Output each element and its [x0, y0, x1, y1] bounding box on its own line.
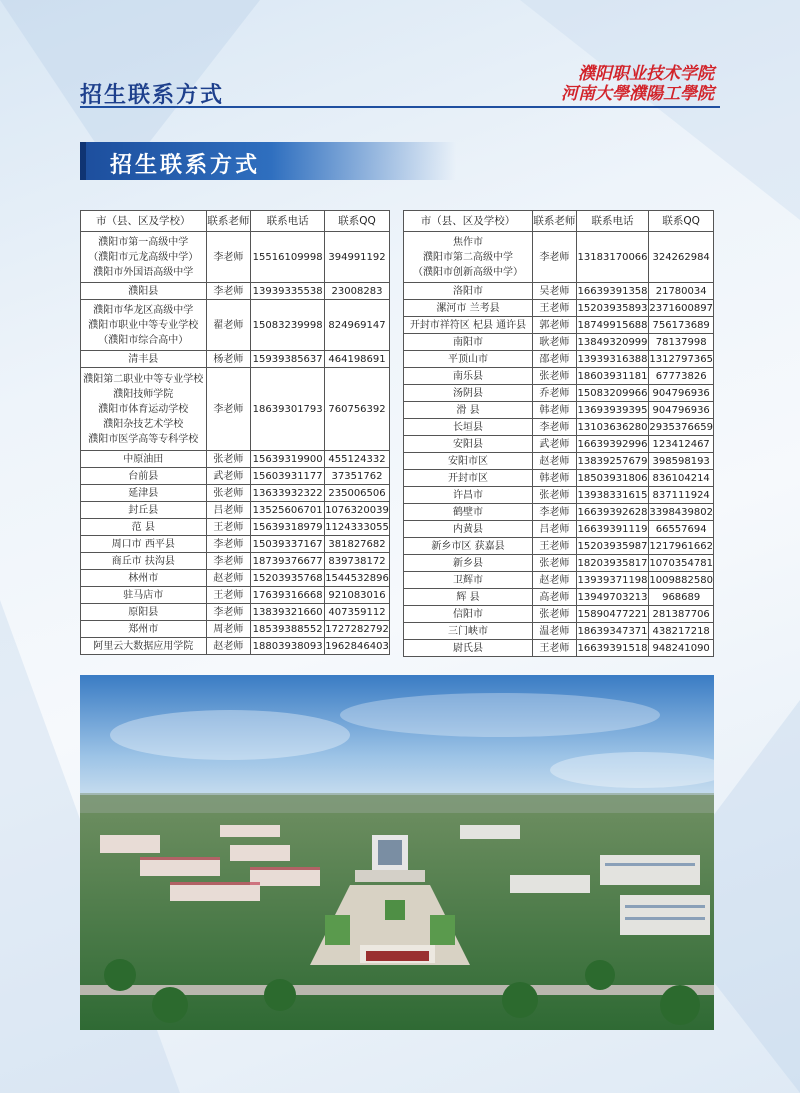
region-cell	[404, 351, 533, 368]
column-header-region: 市（县、区及学校）	[404, 211, 533, 232]
table-row	[404, 572, 714, 589]
teacher-cell: 王老师	[532, 538, 576, 555]
region-line: 范 县	[131, 521, 155, 533]
region-cell	[404, 436, 533, 453]
qq-cell: 23008283	[325, 283, 390, 300]
region-line: 汤阴县	[452, 387, 483, 399]
table-row	[404, 470, 714, 487]
school-name-1: 濮阳职业技术学院	[578, 64, 714, 84]
teacher-cell: 乔老师	[532, 385, 576, 402]
region-line: 漯河市 兰考县	[436, 302, 500, 314]
region-line: 濮阳市第二高级中学	[422, 251, 513, 263]
phone-cell: 13183170066	[576, 232, 649, 283]
teacher-cell: 郭老师	[532, 317, 576, 334]
page-title: 招生联系方式	[80, 83, 225, 108]
region-line: 鹤壁市	[452, 506, 483, 518]
phone-cell: 15890477221	[576, 606, 649, 623]
region-cell	[81, 283, 207, 300]
table-header-row	[404, 211, 714, 232]
region-line: 滑 县	[456, 404, 480, 416]
qq-cell: 464198691	[325, 351, 390, 368]
region-line: 台前县	[128, 470, 159, 482]
table-row	[404, 623, 714, 640]
table-row	[404, 334, 714, 351]
region-cell	[81, 351, 207, 368]
teacher-cell: 武老师	[206, 468, 251, 485]
region-cell	[404, 402, 533, 419]
region-line: 郑州市	[128, 623, 159, 635]
qq-cell: 756173689	[649, 317, 714, 334]
table-row	[81, 451, 390, 468]
phone-cell: 18603931181	[576, 368, 649, 385]
teacher-cell: 赵老师	[206, 638, 251, 655]
phone-cell: 15083239998	[251, 300, 325, 351]
qq-cell: 948241090	[649, 640, 714, 657]
region-line: 中原油田	[123, 453, 164, 465]
phone-cell: 13939335538	[251, 283, 325, 300]
qq-cell: 839738172	[325, 553, 390, 570]
region-line: 商丘市 扶沟县	[111, 555, 175, 567]
qq-cell: 21780034	[649, 283, 714, 300]
section-title: 招生联系方式	[110, 153, 261, 178]
region-cell	[404, 555, 533, 572]
region-line: 清丰县	[128, 353, 159, 365]
region-line: 驻马店市	[123, 589, 164, 601]
region-line: 濮阳市外国语高级中学	[93, 266, 194, 278]
table-row	[404, 504, 714, 521]
phone-cell: 16639392996	[576, 436, 649, 453]
region-cell	[404, 640, 533, 657]
region-cell	[404, 623, 533, 640]
phone-cell: 13849320999	[576, 334, 649, 351]
region-cell	[404, 419, 533, 436]
campus-aerial-photo	[80, 675, 714, 1030]
school-name-2: 河南大學濮陽工學院	[561, 84, 714, 104]
teacher-cell: 王老师	[206, 519, 251, 536]
phone-cell: 13939316388	[576, 351, 649, 368]
region-line: 三门峡市	[447, 625, 488, 637]
table-row	[81, 587, 390, 604]
region-cell	[404, 283, 533, 300]
region-line: 洛阳市	[452, 285, 483, 297]
region-cell	[81, 587, 207, 604]
teacher-cell: 李老师	[532, 419, 576, 436]
phone-cell: 13949703213	[576, 589, 649, 606]
region-cell	[81, 519, 207, 536]
table-row	[404, 368, 714, 385]
phone-cell: 15203935987	[576, 538, 649, 555]
qq-cell: 1070354781	[649, 555, 714, 572]
region-line: 许昌市	[452, 489, 483, 501]
region-line: 内黄县	[452, 523, 483, 535]
region-line: 辉 县	[456, 591, 480, 603]
qq-cell: 398598193	[649, 453, 714, 470]
qq-cell: 407359112	[325, 604, 390, 621]
region-cell	[81, 451, 207, 468]
phone-cell: 18203935817	[576, 555, 649, 572]
region-line: 信阳市	[452, 608, 483, 620]
qq-cell: 1962846403	[325, 638, 390, 655]
qq-cell: 1076320039	[325, 502, 390, 519]
teacher-cell: 赵老师	[206, 570, 251, 587]
qq-cell: 324262984	[649, 232, 714, 283]
region-line: 焦作市	[452, 236, 483, 248]
qq-cell: 438217218	[649, 623, 714, 640]
teacher-cell: 吕老师	[532, 521, 576, 538]
phone-cell: 15203935893	[576, 300, 649, 317]
phone-cell: 13839321660	[251, 604, 325, 621]
column-header-qq: 联系QQ	[325, 211, 390, 232]
teacher-cell: 杨老师	[206, 351, 251, 368]
region-line: 封丘县	[128, 504, 159, 516]
region-cell	[404, 572, 533, 589]
phone-cell: 13939371198	[576, 572, 649, 589]
phone-cell: 18749915688	[576, 317, 649, 334]
teacher-cell: 邵老师	[532, 351, 576, 368]
region-cell	[404, 606, 533, 623]
region-cell	[81, 485, 207, 502]
region-line: 长垣县	[452, 421, 483, 433]
region-cell	[81, 570, 207, 587]
phone-cell: 15939385637	[251, 351, 325, 368]
qq-cell: 904796936	[649, 402, 714, 419]
qq-cell: 1217961662	[649, 538, 714, 555]
qq-cell: 66557694	[649, 521, 714, 538]
table-body-left	[81, 232, 390, 655]
qq-cell: 1124333055	[325, 519, 390, 536]
table-row	[81, 519, 390, 536]
table-row	[404, 436, 714, 453]
section-banner	[80, 142, 456, 180]
region-cell	[404, 334, 533, 351]
region-line: 新乡市区 获嘉县	[431, 540, 505, 552]
region-cell	[404, 317, 533, 334]
teacher-cell: 周老师	[206, 621, 251, 638]
table-row	[81, 300, 390, 351]
table-row	[81, 485, 390, 502]
qq-cell: 235006506	[325, 485, 390, 502]
table-body-right	[404, 232, 714, 657]
teacher-cell: 李老师	[532, 232, 576, 283]
region-line: 濮阳县	[128, 285, 159, 297]
table-row	[404, 385, 714, 402]
phone-cell: 15203935768	[251, 570, 325, 587]
region-line: 卫辉市	[452, 574, 483, 586]
region-line: 安阳县	[452, 438, 483, 450]
teacher-cell: 韩老师	[532, 402, 576, 419]
teacher-cell: 翟老师	[206, 300, 251, 351]
teacher-cell: 张老师	[532, 555, 576, 572]
region-cell	[81, 368, 207, 451]
qq-cell: 3398439802	[649, 504, 714, 521]
table-row	[81, 621, 390, 638]
region-cell	[404, 368, 533, 385]
table-row	[81, 502, 390, 519]
region-cell	[81, 604, 207, 621]
phone-cell: 15639319900	[251, 451, 325, 468]
region-line: 平顶山市	[447, 353, 488, 365]
phone-cell: 13693939395	[576, 402, 649, 419]
region-line: 濮阳市体育运动学校	[98, 403, 189, 415]
qq-cell: 968689	[649, 589, 714, 606]
table-row	[404, 606, 714, 623]
region-line: 开封市祥符区 杞县 通许县	[409, 319, 527, 331]
phone-cell: 13633932322	[251, 485, 325, 502]
region-cell	[81, 300, 207, 351]
teacher-cell: 王老师	[532, 640, 576, 657]
table-row	[81, 553, 390, 570]
qq-cell: 67773826	[649, 368, 714, 385]
teacher-cell: 武老师	[532, 436, 576, 453]
phone-cell: 13525606701	[251, 502, 325, 519]
table-row	[81, 536, 390, 553]
teacher-cell: 李老师	[206, 368, 251, 451]
teacher-cell: 张老师	[532, 606, 576, 623]
teacher-cell: 李老师	[206, 536, 251, 553]
region-cell	[404, 385, 533, 402]
teacher-cell: 张老师	[206, 451, 251, 468]
table-row	[404, 300, 714, 317]
region-line: 延津县	[128, 487, 159, 499]
phone-cell: 18503931806	[576, 470, 649, 487]
table-header-row	[81, 211, 390, 232]
region-cell	[81, 621, 207, 638]
region-cell	[404, 521, 533, 538]
teacher-cell: 王老师	[206, 587, 251, 604]
column-header-teacher: 联系老师	[206, 211, 251, 232]
region-line: 尉氏县	[452, 642, 483, 654]
phone-cell: 18639301793	[251, 368, 325, 451]
phone-cell: 15039337167	[251, 536, 325, 553]
table-row	[404, 402, 714, 419]
phone-cell: 15516109998	[251, 232, 325, 283]
region-line: （濮阳市创新高级中学）	[412, 266, 523, 278]
qq-cell: 281387706	[649, 606, 714, 623]
table-row	[404, 351, 714, 368]
region-line: 原阳县	[128, 606, 159, 618]
region-cell	[81, 502, 207, 519]
teacher-cell: 韩老师	[532, 470, 576, 487]
region-line: （濮阳市综合高中）	[98, 334, 189, 346]
qq-cell: 1727282792	[325, 621, 390, 638]
region-line: 南乐县	[452, 370, 483, 382]
phone-cell: 16639391358	[576, 283, 649, 300]
phone-cell: 18639347371	[576, 623, 649, 640]
teacher-cell: 李老师	[206, 553, 251, 570]
region-cell	[404, 453, 533, 470]
qq-cell: 381827682	[325, 536, 390, 553]
teacher-cell: 张老师	[532, 487, 576, 504]
region-cell	[404, 487, 533, 504]
qq-cell: 78137998	[649, 334, 714, 351]
table-row	[404, 640, 714, 657]
column-header-phone: 联系电话	[576, 211, 649, 232]
qq-cell: 836104214	[649, 470, 714, 487]
phone-cell: 13839257679	[576, 453, 649, 470]
teacher-cell: 张老师	[532, 368, 576, 385]
table-row	[404, 317, 714, 334]
region-line: 濮阳杂技艺术学校	[103, 418, 184, 430]
qq-cell: 760756392	[325, 368, 390, 451]
table-row	[404, 283, 714, 300]
qq-cell: 2935376659	[649, 419, 714, 436]
column-header-phone: 联系电话	[251, 211, 325, 232]
region-line: 南阳市	[452, 336, 483, 348]
column-header-teacher: 联系老师	[532, 211, 576, 232]
region-line: 安阳市区	[447, 455, 488, 467]
table-row	[81, 232, 390, 283]
phone-cell: 15639318979	[251, 519, 325, 536]
region-cell	[404, 504, 533, 521]
region-cell	[404, 232, 533, 283]
phone-cell: 16639391119	[576, 521, 649, 538]
qq-cell: 1544532896	[325, 570, 390, 587]
phone-cell: 13103636280	[576, 419, 649, 436]
teacher-cell: 赵老师	[532, 572, 576, 589]
school-logo-text	[561, 64, 714, 104]
region-line: 周口市 西平县	[111, 538, 175, 550]
teacher-cell: 李老师	[206, 604, 251, 621]
qq-cell: 2371600897	[649, 300, 714, 317]
region-cell	[81, 638, 207, 655]
region-cell	[404, 589, 533, 606]
qq-cell: 921083016	[325, 587, 390, 604]
region-cell	[81, 536, 207, 553]
qq-cell: 1312797365	[649, 351, 714, 368]
qq-cell: 837111924	[649, 487, 714, 504]
qq-cell: 37351762	[325, 468, 390, 485]
teacher-cell: 耿老师	[532, 334, 576, 351]
teacher-cell: 张老师	[206, 485, 251, 502]
table-row	[404, 487, 714, 504]
region-line: 阿里云大数据应用学院	[93, 640, 194, 652]
table-row	[81, 638, 390, 655]
teacher-cell: 高老师	[532, 589, 576, 606]
region-line: 濮阳第二职业中等专业学校	[83, 373, 204, 385]
table-row	[81, 368, 390, 451]
region-cell	[81, 553, 207, 570]
phone-cell: 17639316668	[251, 587, 325, 604]
contact-table-left	[80, 210, 390, 655]
table-row	[404, 521, 714, 538]
table-row	[81, 283, 390, 300]
contact-table-right	[403, 210, 714, 657]
phone-cell: 16639392628	[576, 504, 649, 521]
page-header	[80, 60, 720, 108]
teacher-cell: 赵老师	[532, 453, 576, 470]
qq-cell: 824969147	[325, 300, 390, 351]
teacher-cell: 吕老师	[206, 502, 251, 519]
region-line: 濮阳市职业中等专业学校	[88, 319, 199, 331]
teacher-cell: 温老师	[532, 623, 576, 640]
phone-cell: 18739376677	[251, 553, 325, 570]
region-line: （濮阳市元龙高级中学）	[88, 251, 199, 263]
phone-cell: 16639391518	[576, 640, 649, 657]
region-line: 濮阳市医学高等专科学校	[88, 433, 199, 445]
region-line: 开封市区	[447, 472, 488, 484]
region-line: 濮阳市华龙区高级中学	[93, 304, 194, 316]
table-row	[81, 570, 390, 587]
phone-cell: 13938331615	[576, 487, 649, 504]
phone-cell: 18539388552	[251, 621, 325, 638]
table-row	[404, 555, 714, 572]
region-line: 新乡县	[452, 557, 483, 569]
teacher-cell: 李老师	[206, 232, 251, 283]
region-cell	[81, 468, 207, 485]
teacher-cell: 李老师	[532, 504, 576, 521]
qq-cell: 455124332	[325, 451, 390, 468]
table-row	[81, 351, 390, 368]
teacher-cell: 王老师	[532, 300, 576, 317]
table-row	[404, 453, 714, 470]
region-line: 林州市	[128, 572, 159, 584]
region-line: 濮阳市第一高级中学	[98, 236, 189, 248]
region-cell	[404, 538, 533, 555]
region-cell	[81, 232, 207, 283]
region-cell	[404, 300, 533, 317]
teacher-cell: 李老师	[206, 283, 251, 300]
column-header-region: 市（县、区及学校）	[81, 211, 207, 232]
table-row	[404, 419, 714, 436]
qq-cell: 1009882580	[649, 572, 714, 589]
phone-cell: 15603931177	[251, 468, 325, 485]
teacher-cell: 吴老师	[532, 283, 576, 300]
column-header-qq: 联系QQ	[649, 211, 714, 232]
qq-cell: 904796936	[649, 385, 714, 402]
table-row	[404, 232, 714, 283]
qq-cell: 394991192	[325, 232, 390, 283]
table-row	[81, 468, 390, 485]
table-row	[81, 604, 390, 621]
phone-cell: 15083209966	[576, 385, 649, 402]
table-row	[404, 589, 714, 606]
region-line: 濮阳技师学院	[113, 388, 174, 400]
table-row	[404, 538, 714, 555]
qq-cell: 123412467	[649, 436, 714, 453]
region-cell	[404, 470, 533, 487]
phone-cell: 18803938093	[251, 638, 325, 655]
